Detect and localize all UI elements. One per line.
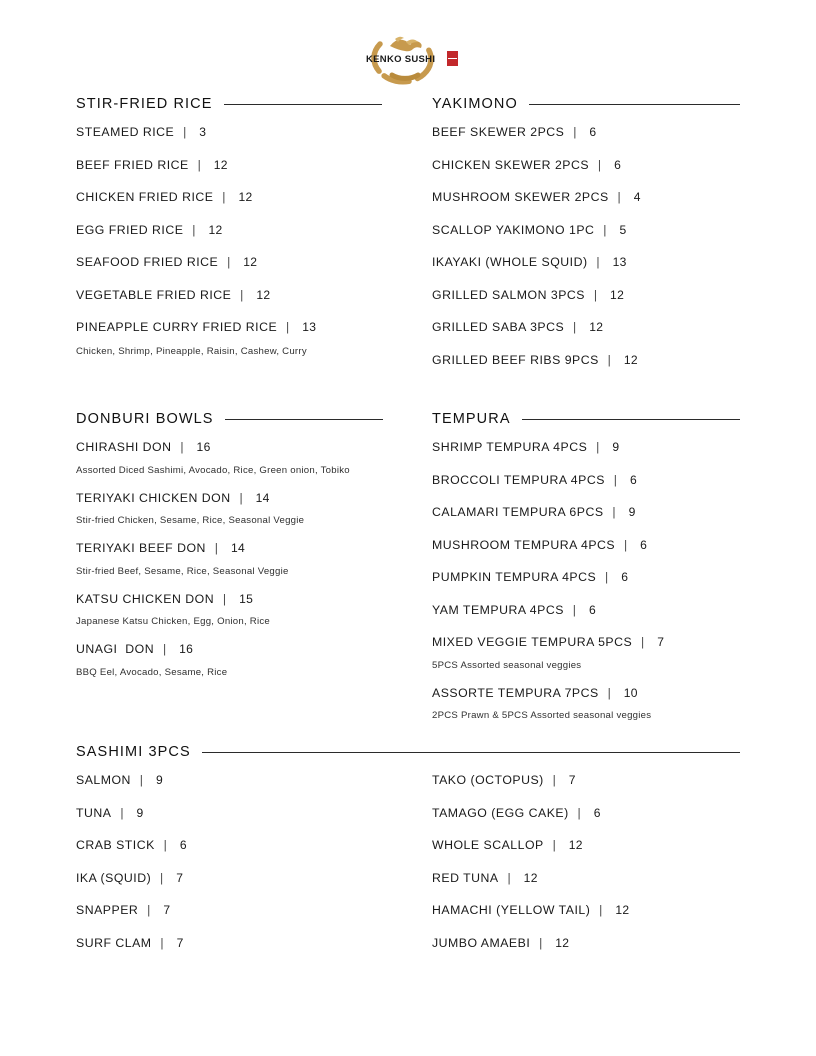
item-separator: |: [599, 352, 620, 367]
menu-item[interactable]: [76, 158, 408, 172]
item-separator: |: [588, 440, 608, 454]
item-separator: |: [565, 125, 585, 139]
item-name: GRILLED BEEF RIBS 9PCS: [432, 352, 599, 367]
menu-item[interactable]: [432, 320, 740, 334]
item-separator: |: [586, 287, 606, 302]
item-separator: |: [595, 222, 615, 237]
item-name: MUSHROOM TEMPURA 4PCS: [432, 537, 616, 552]
item-separator: |: [184, 222, 204, 237]
item-name: CRAB STICK: [76, 838, 155, 852]
heading-rule: [522, 419, 740, 420]
item-price: 7: [565, 773, 576, 787]
item-separator: |: [152, 935, 172, 950]
item-description: Japanese Katsu Chicken, Egg, Onion, Rice: [76, 616, 270, 627]
menu-item[interactable]: [76, 125, 408, 139]
menu-item[interactable]: [432, 158, 740, 172]
item-price: 7: [653, 635, 665, 649]
item-separator: |: [152, 870, 172, 885]
menu-item[interactable]: [76, 223, 408, 237]
item-price: 13: [298, 320, 317, 334]
menu-item[interactable]: [76, 541, 408, 555]
item-name: VEGETABLE FRIED RICE: [76, 287, 232, 302]
item-name: IKAYAKI (WHOLE SQUID): [432, 255, 588, 269]
item-separator: |: [604, 505, 624, 519]
item-description: 2PCS Prawn & 5PCS Assorted seasonal veggies: [432, 710, 652, 721]
menu-item[interactable]: [432, 440, 740, 454]
menu-item[interactable]: [76, 642, 408, 656]
item-separator: |: [172, 440, 192, 454]
menu-item[interactable]: [432, 603, 740, 617]
item-separator: |: [175, 125, 195, 139]
item-separator: |: [597, 570, 617, 584]
brand-header: [0, 0, 816, 96]
section-title: SASHIMI 3PCS: [76, 744, 191, 760]
kenko-sushi-logo: [362, 30, 454, 88]
item-name: SEAFOOD FRIED RICE: [76, 255, 219, 269]
item-description: Assorted Diced Sashimi, Avocado, Rice, Green onion, Tobiko: [76, 464, 350, 476]
item-name: MUSHROOM SKEWER 2PCS: [432, 190, 609, 204]
menu-item[interactable]: [76, 592, 408, 606]
item-name: BEEF FRIED RICE: [76, 157, 189, 172]
item-separator: |: [590, 157, 610, 172]
item-separator: |: [131, 773, 152, 787]
item-separator: |: [588, 255, 608, 269]
item-price: 6: [610, 157, 622, 172]
item-name: TUNA: [76, 805, 112, 820]
item-name: PINEAPPLE CURRY FRIED RICE: [76, 320, 278, 334]
item-price: 12: [252, 287, 271, 302]
section-heading-sashimi: [76, 744, 740, 760]
item-name: SCALLOP YAKIMONO 1PC: [432, 222, 595, 237]
menu-item[interactable]: [76, 320, 408, 334]
item-name: CHICKEN FRIED RICE: [76, 190, 214, 204]
item-name: TERIYAKI BEEF DON: [76, 541, 206, 555]
menu-item[interactable]: [76, 773, 408, 787]
item-name: CHIRASHI DON: [76, 440, 172, 454]
item-separator: |: [219, 255, 239, 269]
menu-item[interactable]: [432, 903, 740, 917]
item-name: YAM TEMPURA 4PCS: [432, 602, 564, 617]
menu-item[interactable]: [432, 635, 740, 649]
item-price: 6: [590, 805, 601, 820]
menu-item[interactable]: [76, 806, 408, 820]
section-heading-yakimono: [432, 96, 740, 112]
item-name: CHICKEN SKEWER 2PCS: [432, 157, 590, 172]
section-sashimi: [76, 744, 740, 968]
item-name: JUMBO AMAEBI: [432, 935, 531, 950]
item-separator: |: [569, 805, 590, 820]
item-name: MIXED VEGGIE TEMPURA 5PCS: [432, 635, 633, 649]
item-name: TAMAGO (EGG CAKE): [432, 805, 569, 820]
item-price: 16: [192, 440, 211, 454]
red-seal-stamp-icon: [447, 51, 458, 66]
item-price: 12: [239, 255, 258, 269]
item-separator: |: [189, 157, 210, 172]
item-separator: |: [605, 472, 626, 487]
section-heading-stir-fried-rice: [76, 96, 408, 112]
item-price: 9: [132, 805, 144, 820]
section-heading-tempura: [432, 411, 740, 427]
item-price: 12: [585, 320, 604, 334]
sashimi-columns: [76, 773, 740, 968]
item-separator: |: [231, 490, 251, 505]
item-price: 14: [227, 541, 245, 555]
item-separator: |: [616, 537, 636, 552]
menu-item[interactable]: [432, 473, 740, 487]
item-name: CALAMARI TEMPURA 6PCS: [432, 505, 604, 519]
item-separator: |: [155, 642, 175, 656]
item-price: 12: [234, 190, 253, 204]
item-separator: |: [214, 190, 234, 204]
item-price: 9: [608, 440, 620, 454]
item-price: 12: [551, 935, 570, 950]
item-description: BBQ Eel, Avocado, Sesame, Rice: [76, 666, 228, 678]
menu-item[interactable]: [76, 288, 408, 302]
menu-item[interactable]: [432, 871, 740, 885]
section-heading-donburi-bowls: [76, 411, 408, 427]
item-separator: |: [599, 685, 620, 700]
item-name: ASSORTE TEMPURA 7PCS: [432, 685, 599, 700]
menu-item[interactable]: [432, 838, 740, 852]
item-name: GRILLED SALMON 3PCS: [432, 287, 586, 302]
menu-item[interactable]: [432, 686, 740, 700]
menu-band-two: [76, 411, 740, 736]
menu-page: [76, 96, 740, 968]
item-name: SURF CLAM: [76, 935, 152, 950]
menu-item[interactable]: [432, 353, 740, 367]
menu-item[interactable]: [76, 903, 408, 917]
item-separator: |: [112, 805, 132, 820]
item-price: 12: [565, 838, 583, 852]
menu-item[interactable]: [432, 806, 740, 820]
menu-item[interactable]: [432, 288, 740, 302]
item-price: 7: [172, 870, 184, 885]
item-description: Stir-fried Beef, Sesame, Rice, Seasonal Veggie: [76, 565, 289, 577]
item-name: EGG FRIED RICE: [76, 222, 184, 237]
item-separator: |: [215, 591, 235, 606]
section-donburi-bowls: [76, 411, 408, 736]
section-title: TEMPURA: [432, 411, 511, 427]
heading-rule: [202, 752, 740, 753]
item-separator: |: [232, 287, 252, 302]
item-price: 9: [152, 773, 163, 787]
item-name: PUMPKIN TEMPURA 4PCS: [432, 570, 597, 584]
item-name: UNAGI DON: [76, 642, 155, 656]
item-price: 9: [624, 505, 636, 519]
menu-item[interactable]: [76, 936, 408, 950]
item-price: 15: [235, 591, 254, 606]
item-price: 6: [617, 570, 629, 584]
menu-item[interactable]: [76, 255, 408, 269]
menu-band-one: [76, 96, 740, 385]
menu-item[interactable]: [432, 125, 740, 139]
section-title: STIR-FRIED RICE: [76, 96, 213, 112]
item-name: KATSU CHICKEN DON: [76, 591, 215, 606]
item-separator: |: [139, 903, 159, 917]
menu-item[interactable]: [76, 871, 408, 885]
item-price: 16: [175, 642, 194, 656]
item-price: 3: [195, 125, 207, 139]
menu-item[interactable]: [432, 223, 740, 237]
item-price: 6: [176, 838, 187, 852]
item-description: Stir-fried Chicken, Sesame, Rice, Seasonal Veggie: [76, 515, 305, 526]
section-title: YAKIMONO: [432, 96, 518, 112]
item-separator: |: [633, 635, 653, 649]
item-name: IKA (SQUID): [76, 870, 152, 885]
sashimi-right-column: [408, 773, 740, 968]
item-price: 6: [585, 125, 597, 139]
menu-item[interactable]: [76, 190, 408, 204]
menu-item[interactable]: [432, 936, 740, 950]
menu-item[interactable]: [432, 190, 740, 204]
item-price: 12: [611, 903, 630, 917]
item-name: GRILLED SABA 3PCS: [432, 320, 565, 334]
brand-name: KENKO SUSHI: [366, 54, 436, 65]
item-separator: |: [564, 602, 585, 617]
item-list-stir-fried-rice: [76, 125, 408, 357]
item-name: TERIYAKI CHICKEN DON: [76, 490, 231, 505]
item-separator: |: [278, 320, 298, 334]
item-name: RED TUNA: [432, 870, 499, 885]
item-separator: |: [544, 838, 565, 852]
item-price: 12: [606, 287, 625, 302]
item-separator: |: [565, 320, 585, 334]
heading-rule: [225, 419, 383, 420]
item-separator: |: [591, 903, 611, 917]
menu-item[interactable]: [432, 505, 740, 519]
item-list-tempura: [432, 440, 740, 721]
item-price: 14: [252, 490, 270, 505]
menu-item[interactable]: [76, 440, 408, 454]
menu-item[interactable]: [76, 491, 408, 505]
item-price: 5: [615, 222, 627, 237]
item-name: HAMACHI (YELLOW TAIL): [432, 903, 591, 917]
item-name: STEAMED RICE: [76, 125, 175, 139]
menu-item[interactable]: [432, 570, 740, 584]
item-name: SHRIMP TEMPURA 4PCS: [432, 440, 588, 454]
sashimi-left-column: [76, 773, 408, 968]
item-list-donburi-bowls: [76, 440, 408, 678]
item-description: Chicken, Shrimp, Pineapple, Raisin, Cashew, Curry: [76, 345, 307, 357]
item-name: BROCCOLI TEMPURA 4PCS: [432, 472, 605, 487]
item-price: 12: [210, 157, 228, 172]
item-price: 12: [520, 870, 538, 885]
item-separator: |: [206, 541, 227, 555]
item-separator: |: [499, 870, 520, 885]
section-stir-fried-rice: [76, 96, 408, 385]
item-name: SNAPPER: [76, 903, 139, 917]
item-separator: |: [531, 935, 551, 950]
menu-item[interactable]: [432, 538, 740, 552]
item-separator: |: [155, 838, 176, 852]
item-price: 7: [159, 903, 171, 917]
item-price: 4: [630, 190, 641, 204]
section-yakimono: [408, 96, 740, 385]
item-separator: |: [544, 773, 565, 787]
item-name: SALMON: [76, 773, 131, 787]
section-tempura: [408, 411, 740, 736]
section-title: DONBURI BOWLS: [76, 411, 214, 427]
item-separator: |: [609, 190, 630, 204]
heading-rule: [529, 104, 740, 105]
heading-rule: [224, 104, 382, 105]
item-price: 6: [585, 602, 596, 617]
item-price: 6: [636, 537, 648, 552]
item-list-yakimono: [432, 125, 740, 367]
item-price: 10: [620, 685, 638, 700]
menu-item[interactable]: [76, 838, 408, 852]
menu-item[interactable]: [432, 255, 740, 269]
item-name: WHOLE SCALLOP: [432, 838, 544, 852]
item-name: BEEF SKEWER 2PCS: [432, 125, 565, 139]
menu-item[interactable]: [432, 773, 740, 787]
item-price: 6: [626, 472, 637, 487]
item-name: TAKO (OCTOPUS): [432, 773, 544, 787]
item-price: 12: [204, 222, 223, 237]
item-price: 13: [608, 255, 627, 269]
item-price: 12: [620, 352, 638, 367]
item-price: 7: [172, 935, 184, 950]
item-description: 5PCS Assorted seasonal veggies: [432, 659, 582, 671]
